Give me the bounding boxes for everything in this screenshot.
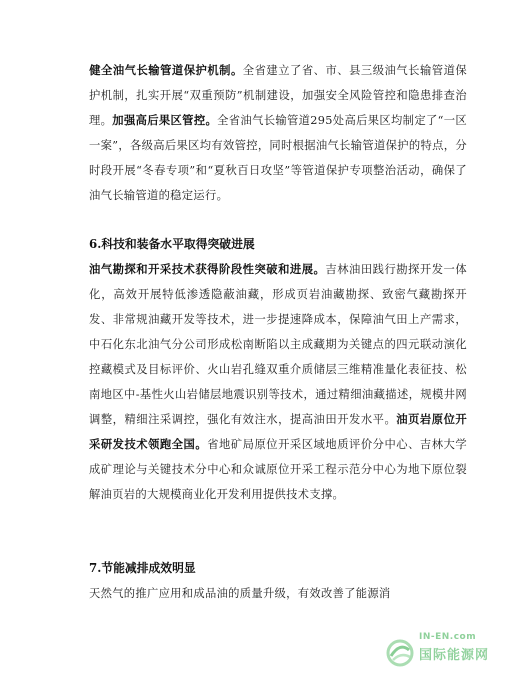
watermark-site-name: 国际能源网 — [419, 648, 490, 663]
site-watermark — [385, 630, 501, 670]
paragraph-body — [89, 257, 467, 507]
bold-lead-text: 油气勘探和开采技术获得阶段性突破和进展。 — [89, 262, 326, 276]
section-heading-7: 7.节能减排成效明显 — [89, 561, 196, 575]
bold-lead-text: 健全油气长输管道保护机制。 — [89, 63, 243, 77]
paragraph-pipeline-protection — [89, 58, 467, 208]
bold-inline-text: 加强高后果区管控。 — [112, 113, 218, 127]
paragraph-body — [89, 58, 467, 208]
body-text: 天然气的推广应用和成品油的质量升级，有效改善了能源消 — [89, 587, 391, 600]
watermark-url: IN-EN.com — [419, 632, 477, 642]
body-text: 全省油气长输管道295处高后果区均制定了“一区一案”，各级高后果区均有效管控，同时根据油气长输管道保护的特点，分时段开展“冬春专项”和“夏秋百日攻坚”等管道保护专项整治活动，确保了油气长输管道的稳定运行。 — [89, 114, 467, 202]
energy-swirl-logo-icon — [385, 638, 415, 668]
paragraph-technology — [89, 257, 467, 507]
body-text: 吉林油田践行勘探开发一体化，高效开展特低渗透隐蔽油藏，形成页岩油藏勘探、致密气藏勘探开发、非常规油藏开发等技术，进一步提速降成本，保障油气田上产需求，中石化东北油气分公司形成松南断陷以主成藏期为关键点的四元联动演化控藏模式及目标评价、火山岩孔缝双重介质储层三维精准量化表征技、松南地区中-基性火山岩储层地震识别等技术，通过精细油藏描述，规模井网调整，精细注采调控，强化有效注水，提高油田开发水平。 — [89, 263, 467, 426]
body-text: 全省建立了省、市、县三级油气长输管道保护机制，扎实开展“双重预防”机制建设，加强安全风险管控和隐患排查治理。 — [89, 64, 467, 127]
paragraph-body — [89, 581, 467, 606]
section-heading-6: 6.科技和装备水平取得突破进展 — [89, 237, 255, 251]
body-text: 省地矿局原位开采区域地质评价分中心、吉林大学成矿理论与关键技术分中心和众诚原位开采工程示范分中心为地下原位裂解油页岩的大规模商业化开发利用提供技术支撑。 — [89, 438, 467, 501]
paragraph-energy-saving — [89, 581, 467, 606]
bold-inline-text: 油页岩原位开采研发技术领跑全国。 — [89, 412, 467, 451]
